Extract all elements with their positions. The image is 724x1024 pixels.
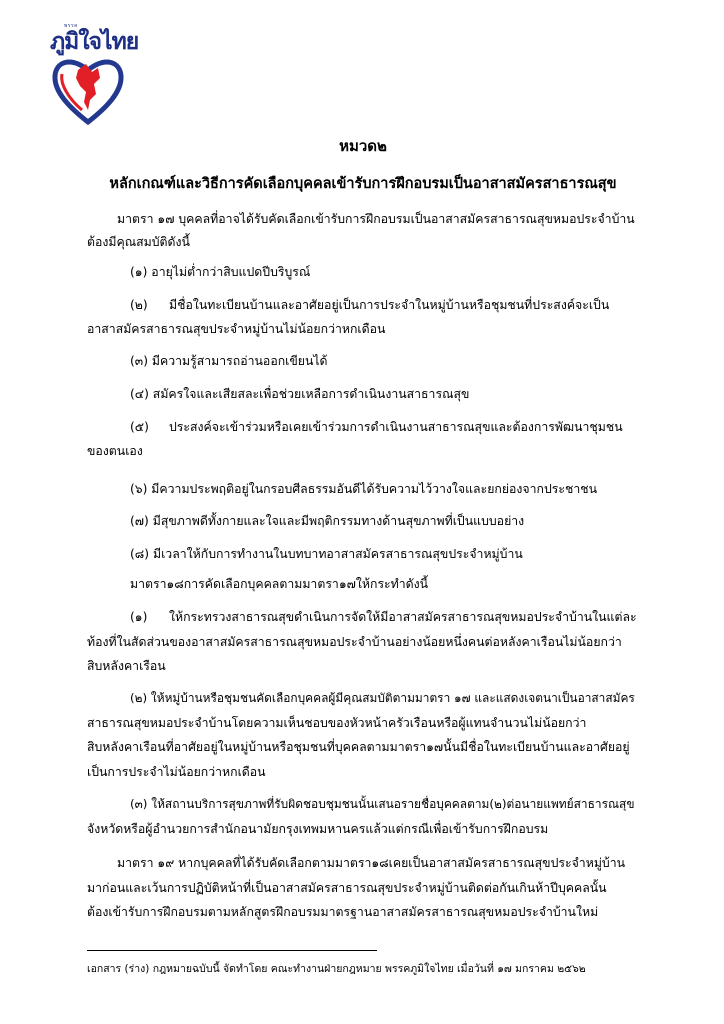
qualification-6: (๖) มีความประพฤติอยู่ในกรอบศีลธรรมอันดีได้รับความไว้วางใจและยกย่องจากประชาชน <box>130 482 598 496</box>
procedure-2-line-3: สิบหลังคาเรือนที่อาศัยอยู่ในหมู่บ้านหรือชุมชนที่บุคคลตามมาตรา๑๗นั้นมีชื่อในทะเบียนบ้านและอาศัยอยู่ <box>87 740 630 754</box>
footnote: เอกสาร (ร่าง) กฎหมายฉบับนี้ จัดทำโดย คณะทำงานฝ่ายกฎหมาย พรรคภูมิใจไทย เมื่อวันที่ ๑๗ มกราคม ๒๕๖๒ <box>87 963 586 975</box>
qualification-2-line-2: อาสาสมัครสาธารณสุขประจำหมู่บ้านไม่น้อยกว่าหกเดือน <box>87 322 386 336</box>
section-17-line-1: มาตรา ๑๗ บุคคลที่อาจได้รับคัดเลือกเข้ารับการฝึกอบรมเป็นอาสาสมัครสาธารณสุขหมอประจำบ้าน <box>117 212 635 226</box>
logo-tagline: พรรค <box>64 23 79 29</box>
qualification-5-number: (๕) <box>130 420 149 434</box>
section-17-line-2: ต้องมีคุณสมบัติดังนี้ <box>87 235 190 249</box>
logo-wordmark: ภูมิใจไทย <box>50 29 139 55</box>
section-19-line-3: ต้องเข้ารับการฝึกอบรมตามหลักสูตรฝึกอบรมมาตรฐานอาสาสมัครสาธารณสุขหมอประจำบ้านใหม่ <box>87 905 599 919</box>
procedure-2-line-4: เป็นการประจำไม่น้อยกว่าหกเดือน <box>87 765 266 779</box>
section-19-line-1: มาตรา ๑๙ หากบุคคลที่ได้รับคัดเลือกตามมาตรา๑๘เคยเป็นอาสาสมัครสาธารณสุขประจำหมู่บ้าน <box>117 856 626 870</box>
qualification-8: (๘) มีเวลาให้กับการทำงานในบทบาทอาสาสมัครสาธารณสุขประจำหมู่บ้าน <box>130 547 523 561</box>
qualification-5-line-1: ประสงค์จะเข้าร่วมหรือเคยเข้าร่วมการดำเนินงานสาธารณสุขและต้องการพัฒนาชุมชน <box>169 420 623 434</box>
procedure-1-line-2: ท้องที่ในสัดส่วนของอาสาสมัครสาธารณสุขหมอประจำบ้านอย่างน้อยหนึ่งคนต่อหลังคาเรือนไม่น้อยกว่า <box>87 635 622 649</box>
procedure-2-line-2: สาธารณสุขหมอประจำบ้านโดยความเห็นชอบของหัวหน้าครัวเรือนหรือผู้แทนจำนวนไม่น้อยกว่า <box>87 716 587 730</box>
chapter-heading: หมวด๒ <box>339 137 387 155</box>
qualification-3: (๓) มีความรู้สามารถอ่านออกเขียนได้ <box>130 354 328 368</box>
procedure-1-line-1: ให้กระทรวงสาธารณสุขดำเนินการจัดให้มีอาสาสมัครสาธารณสุขหมอประจำบ้านในแต่ละ <box>169 610 637 624</box>
procedure-3-line-2: จังหวัดหรือผู้อำนวยการสำนักอนามัยกรุงเทพมหานครแล้วแต่กรณีเพื่อเข้ารับการฝึกอบรม <box>87 822 549 836</box>
procedure-3-line-1: (๓) ให้สถานบริการสุขภาพที่รับผิดชอบชุมชนนั้นเสนอรายชื่อบุคคลตาม(๒)ต่อนายแพทย์สาธารณสุข <box>130 797 635 811</box>
qualification-4: (๔) สมัครใจและเสียสละเพื่อช่วยเหลือการดำเนินงานสาธารณสุข <box>130 387 470 401</box>
procedure-1-number: (๑) <box>130 610 148 624</box>
procedure-1-line-3: สิบหลังคาเรือน <box>87 659 166 673</box>
qualification-2-line-1: มีชื่อในทะเบียนบ้านและอาศัยอยู่เป็นการประจำในหมู่บ้านหรือชุมชนที่ประสงค์จะเป็น <box>169 298 610 312</box>
qualification-1: (๑) อายุไม่ต่ำกว่าสิบแปดปีบริบูรณ์ <box>130 265 311 279</box>
procedure-2-line-1: (๒) ให้หมู่บ้านหรือชุมชนคัดเลือกบุคคลผู้มีคุณสมบัติตามมาตรา ๑๗ และแสดงเจตนาเป็นอาสาสมัคร <box>130 691 635 705</box>
footnote-divider <box>87 950 377 951</box>
qualification-7: (๗) มีสุขภาพดีทั้งกายและใจและมีพฤติกรรมทางด้านสุขภาพที่เป็นแบบอย่าง <box>130 514 525 528</box>
qualification-5-line-2: ของตนเอง <box>87 444 143 458</box>
qualification-2-number: (๒) <box>130 298 148 312</box>
section-18-intro: มาตรา๑๘การคัดเลือกบุคคลตามมาตรา๑๗ให้กระทำดังนี้ <box>130 577 429 591</box>
party-logo <box>48 18 139 130</box>
chapter-subtitle: หลักเกณฑ์และวิธีการคัดเลือกบุคคลเข้ารับการฝึกอบรมเป็นอาสาสมัครสาธารณสุข <box>109 176 617 192</box>
section-19-line-2: มาก่อนและเว้นการปฏิบัติหน้าที่เป็นอาสาสมัครสาธารณสุขประจำหมู่บ้านติดต่อกันเกินห้าปีบุคคลนั้น <box>87 881 607 895</box>
